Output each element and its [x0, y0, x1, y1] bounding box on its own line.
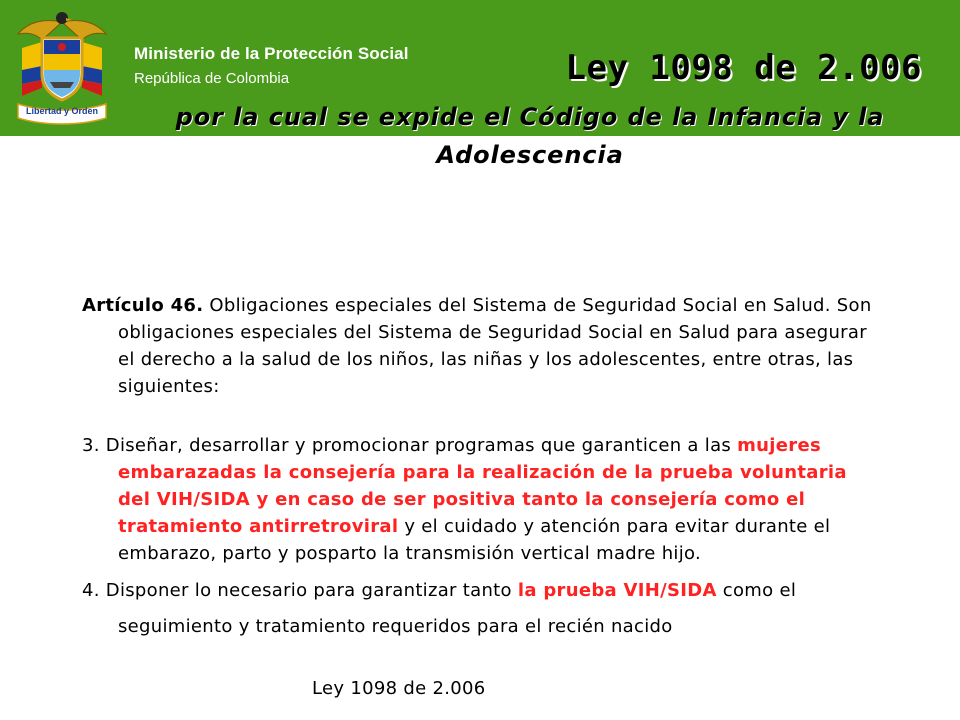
item-3-paragraph [82, 432, 882, 567]
item-4-highlight: la prueba VIH/SIDA [517, 580, 717, 601]
article-label: Artículo 46. [82, 295, 204, 316]
article-text: Obligaciones especiales del Sistema de Seguridad Social en Salud. Son obligaciones especiales del Sistema de Seguridad Social en Salud para asegurar el derecho a la salud de los niños, las niñas y los adolescentes, entre otras, las siguientes: [118, 295, 872, 397]
article-paragraph [82, 292, 882, 400]
page-subtitle: por la cual se expide el Código de la Infancia y la Adolescencia [175, 103, 885, 169]
ministry-name: Ministerio de la Protección Social [134, 44, 409, 63]
republic-name: República de Colombia [134, 70, 290, 87]
item-3-tail: y el cuidado y atención para evitar durante el embarazo, parto y posparto la transmisión vertical madre hijo. [118, 516, 831, 564]
crest-motto: Libertad y Orden [25, 106, 98, 116]
page-title: Ley 1098 de 2.006 [565, 48, 922, 88]
item-4-paragraph [82, 573, 882, 645]
item-3-highlight: mujeres embarazadas la consejería para la realización de la prueba voluntaria del VIH/SIDA y en caso de ser positiva tanto la consejería como el tratamiento antirretroviral [118, 435, 847, 537]
item-3-lead: 3. Diseñar, desarrollar y promocionar programas que garanticen a las [82, 435, 738, 456]
document-body [82, 292, 882, 645]
item-4-tail: como el seguimiento y tratamiento requeridos para el recién nacido [118, 580, 797, 637]
slide-footer: Ley 1098 de 2.006 [312, 678, 486, 699]
item-4-lead: 4. Disponer lo necesario para garantizar tanto [82, 580, 518, 601]
